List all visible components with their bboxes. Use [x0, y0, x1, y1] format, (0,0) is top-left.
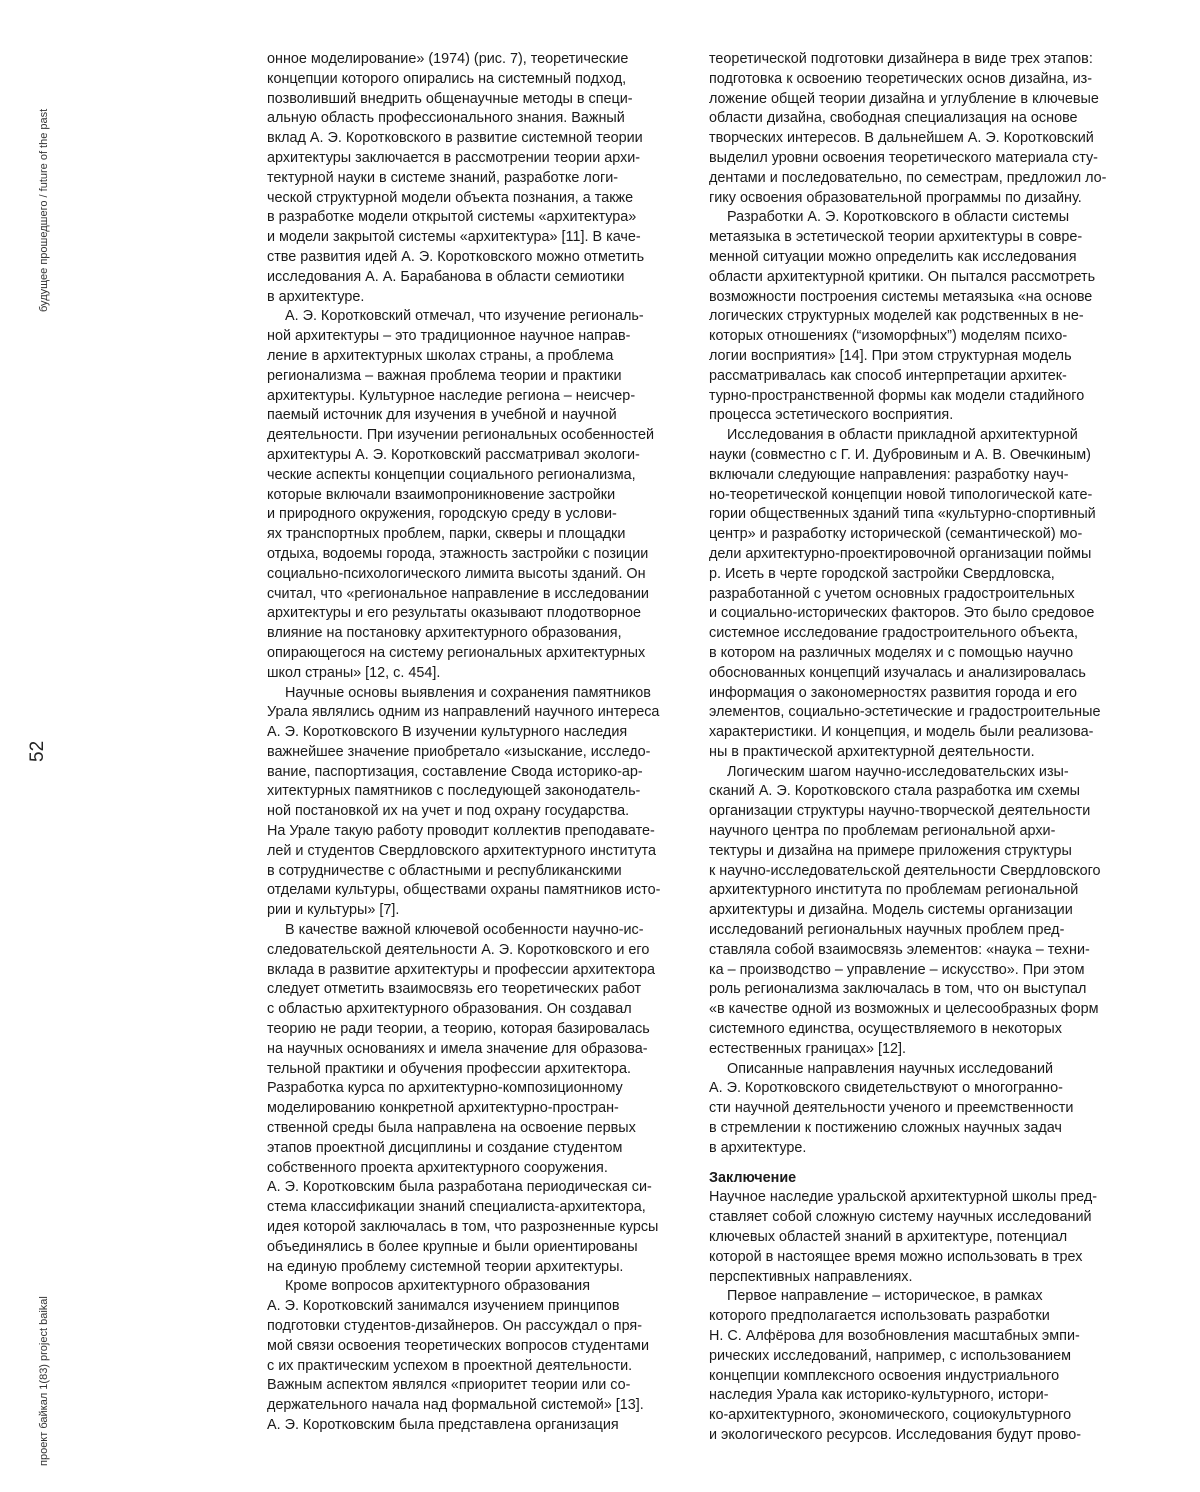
- text-line: ческой структурной модели объекта познания, а также: [267, 189, 634, 206]
- text-line: научного центра по проблемам региональной архи-: [709, 823, 1056, 840]
- text-column-right: [709, 50, 1129, 1446]
- text-line: сти научной деятельности ученого и преемственности: [709, 1100, 1074, 1117]
- text-line: тектуры и дизайна на примере приложения структуры: [709, 842, 1072, 859]
- text-line: Логическим шагом научно-исследовательских изы-: [727, 763, 1069, 780]
- text-line: которого предполагается использовать разработки: [709, 1308, 1050, 1325]
- text-line: моделированию конкретной архитектурно-простран-: [267, 1100, 619, 1117]
- text-line: в котором на различных моделях и с помощью научно: [709, 644, 1074, 661]
- text-line: р. Исеть в черте городской застройки Свердловска,: [709, 565, 1055, 582]
- text-line: позволивший внедрить общенаучные методы в специ-: [267, 90, 633, 107]
- text-line: стема классификации знаний специалиста-архитектора,: [267, 1199, 646, 1216]
- paragraph: [267, 684, 687, 922]
- text-line: процесса эстетического восприятия.: [709, 407, 954, 424]
- text-line: и социально-исторических факторов. Это было средовое: [709, 605, 1095, 622]
- text-line: онное моделирование» (1974) (рис. 7), теоретические: [267, 51, 629, 67]
- text-line: теоретической подготовки дизайнера в виде трех этапов:: [709, 51, 1093, 67]
- text-line: рических исследований, например, с использованием: [709, 1347, 1071, 1364]
- text-line: к научно-исследовательской деятельности Свердловского: [709, 862, 1101, 879]
- text-line: тельной практики и обучения профессии архитектора.: [267, 1060, 632, 1077]
- text-line: Разработки А. Э. Коротковского в области системы: [727, 209, 1070, 226]
- text-line: области дизайна, свободная специализация на основе: [709, 110, 1078, 127]
- text-line: дели архитектурно-проектировочной организации поймы: [709, 545, 1092, 562]
- text-line: включали следующие направления: разработку науч-: [709, 466, 1069, 483]
- text-line: ной постановкой их на учет и под охрану государства.: [267, 803, 630, 820]
- text-line: стве развития идей А. Э. Коротковского можно отметить: [267, 248, 645, 265]
- text-line: лей и студентов Свердловского архитектурного института: [267, 842, 656, 859]
- text-line: характеристики. И концепция, и модель были реализова-: [709, 724, 1094, 741]
- text-line: архитектуры и дизайна. Модель системы организации: [709, 902, 1073, 919]
- text-line: отделами культуры, обществами охраны памятников исто-: [267, 882, 661, 899]
- text-line: в сотрудничестве с областными и республиканскими: [267, 862, 622, 879]
- text-line: архитектурного института по проблемам региональной: [709, 882, 1079, 899]
- text-line: ставляла собой взаимосвязь элементов: «наука – техни-: [709, 941, 1090, 958]
- text-line: и природного окружения, городскую среду в услови-: [267, 506, 617, 523]
- text-line: На Урале такую работу проводит коллектив преподавате-: [267, 823, 655, 840]
- text-line: ление в архитектурных школах страны, а проблема: [267, 347, 614, 364]
- text-column-left: [267, 50, 687, 1436]
- text-line: на единую проблему системной теории архитектуры.: [267, 1258, 624, 1275]
- running-title-bottom: проект байкал 1(83) project baikal: [38, 1296, 50, 1466]
- text-line: разработанной с учетом основных градостроительных: [709, 585, 1075, 602]
- text-line: наследия Урала как историко-культурного, истори-: [709, 1387, 1049, 1404]
- text-line: держательного начала над формальной системой» [13].: [267, 1397, 644, 1414]
- text-line: Кроме вопросов архитектурного образования: [285, 1278, 591, 1295]
- text-line: логии восприятия» [14]. При этом структурная модель: [709, 347, 1072, 364]
- text-line: естественных границах» [12].: [709, 1040, 907, 1057]
- text-line: Н. С. Алфёрова для возобновления масштабных эмпи-: [709, 1328, 1080, 1344]
- paragraph: [267, 921, 687, 1277]
- text-line: социально-психологического лимита высоты зданий. Он: [267, 565, 646, 582]
- text-line: теорию не ради теории, а теорию, которая базировалась: [267, 1021, 650, 1038]
- text-line: Разработка курса по архитектурно-композиционному: [267, 1080, 623, 1097]
- text-line: выделил уровни освоения теоретического материала сту-: [709, 149, 1098, 166]
- text-line: системного единства, осуществляемого в некоторых: [709, 1021, 1062, 1038]
- text-line: творческих интересов. В дальнейшем А. Э. Коротковский: [709, 130, 1094, 147]
- text-line: области архитектурной критики. Он пытался рассмотреть: [709, 268, 1096, 285]
- running-title-top: будущее прошедшего / future of the past: [38, 108, 50, 312]
- text-line: мой связи освоения теоретических вопросов студентами: [267, 1337, 649, 1354]
- paragraph: [709, 1060, 1129, 1159]
- text-line: на научных основаниях и имела значение для образова-: [267, 1040, 648, 1057]
- text-line: вклад А. Э. Коротковского в развитие системной теории: [267, 130, 643, 147]
- paragraph: [267, 50, 687, 307]
- text-line: которые включали взаимопроникновение застройки: [267, 486, 616, 503]
- text-line: роль регионализма заключалась в том, что он выступал: [709, 981, 1087, 998]
- text-line: ка – производство – управление – искусство». При этом: [709, 961, 1085, 978]
- text-line: исследования А. А. Барабанова в области семиотики: [267, 268, 625, 285]
- text-line: тектурной науки в системе знаний, разработке логи-: [267, 169, 619, 186]
- text-line: в разработке модели открытой системы «архитектура»: [267, 209, 637, 226]
- text-line: менной ситуации можно определить как исследования: [709, 248, 1077, 265]
- text-line: Важным аспектом являлся «приоритет теории или со-: [267, 1377, 631, 1394]
- text-line: А. Э. Коротковский занимался изучением принципов: [267, 1298, 620, 1315]
- text-line: концепции комплексного освоения индустриального: [709, 1367, 1060, 1384]
- text-line: следовательской деятельности А. Э. Коротковского и его: [267, 941, 650, 958]
- text-line: ческие аспекты концепции социального регионализма,: [267, 466, 636, 483]
- text-line: собственного проекта архитектурного сооружения.: [267, 1159, 608, 1176]
- text-line: вклада в развитие архитектуры и профессии архитектора: [267, 961, 655, 978]
- text-line: которой в настоящее время можно использовать в трех: [709, 1248, 1083, 1265]
- text-line: в стремлении к постижению сложных научных задач: [709, 1120, 1062, 1137]
- text-line: архитектуры и его результаты оказывают плодотворное: [267, 605, 642, 622]
- text-line: в архитектуре.: [267, 288, 365, 305]
- text-line: объединялись в более крупные и были ориентированы: [267, 1238, 638, 1255]
- paragraph: [267, 1277, 687, 1435]
- text-line: ложение общей теории дизайна и углубление в ключевые: [709, 90, 1099, 107]
- text-line: В качестве важной ключевой особенности научно-ис-: [285, 922, 644, 939]
- text-line: элементов, социально-эстетические и градостроительные: [709, 704, 1101, 721]
- text-line: организации структуры научно-творческой деятельности: [709, 803, 1091, 820]
- text-line: деятельности. При изучении региональных особенностей: [267, 427, 655, 444]
- text-line: Первое направление – историческое, в рамках: [727, 1288, 1043, 1305]
- paragraph: [709, 208, 1129, 426]
- paragraph: [709, 1169, 1129, 1288]
- text-line: «в качестве одной из возможных и целесообразных форм: [709, 1001, 1099, 1018]
- text-line: вание, паспортизация, составление Свода историко-ар-: [267, 763, 643, 780]
- text-line: дентами и последовательно, по семестрам, предложил ло-: [709, 169, 1107, 186]
- text-line: архитектуры. Культурное наследие региона – неисчер-: [267, 387, 636, 404]
- text-line: гику освоения образовательной программы по дизайну.: [709, 189, 1082, 206]
- text-line: гории общественных зданий типа «культурно-спортивный: [709, 506, 1096, 523]
- text-line: А. Э. Коротковским была разработана периодическая си-: [267, 1179, 652, 1196]
- paragraph: [709, 426, 1129, 763]
- text-line: системное исследование градостроительного объекта,: [709, 625, 1078, 642]
- text-line: А. Э. Коротковский отмечал, что изучение региональ-: [285, 308, 644, 325]
- text-line: архитектуры А. Э. Коротковский рассматривал экологи-: [267, 446, 640, 463]
- text-line: ной архитектуры – это традиционное научное направ-: [267, 328, 631, 345]
- paragraph: [267, 307, 687, 683]
- text-line: центр» и разработку исторической (семантической) мо-: [709, 526, 1083, 543]
- text-line: важнейшее значение приобретало «изыскание, исследо-: [267, 743, 651, 760]
- text-line: Научные основы выявления и сохранения памятников: [285, 684, 651, 701]
- text-line: ственной среды была направлена на освоение первых: [267, 1120, 636, 1137]
- text-line: идея которой заключалась в том, что разрозненные курсы: [267, 1219, 659, 1236]
- text-line: логических структурных моделей как родственных в не-: [709, 308, 1084, 325]
- page-number: 52: [27, 740, 48, 762]
- text-line: которых отношениях (“изоморфных”) моделям психо-: [709, 328, 1068, 345]
- paragraph: [709, 50, 1129, 208]
- text-line: регионализма – важная проблема теории и практики: [267, 367, 622, 384]
- text-line: Описанные направления научных исследований: [727, 1060, 1054, 1077]
- text-line: А. Э. Коротковского В изучении культурного наследия: [267, 724, 628, 741]
- text-line: рии и культуры» [7].: [267, 902, 400, 919]
- section-heading: Заключение: [709, 1169, 797, 1186]
- text-line: следует отметить взаимосвязь его теоретических работ: [267, 981, 642, 998]
- text-line: хитектурных памятников с последующей законодатель-: [267, 783, 641, 800]
- text-line: ны в практической архитектурной деятельности.: [709, 743, 1035, 760]
- text-line: подготовки студентов-дизайнеров. Он рассуждал о пря-: [267, 1318, 642, 1334]
- text-line: А. Э. Коротковского свидетельствуют о многогранно-: [709, 1080, 1063, 1097]
- text-line: ях транспортных проблем, парки, скверы и площадки: [267, 526, 626, 543]
- text-line: паемый источник для изучения в учебной и научной: [267, 407, 617, 424]
- text-line: в архитектуре.: [709, 1139, 807, 1156]
- text-line: влияние на постановку архитектурного образования,: [267, 625, 622, 642]
- text-line: с областью архитектурного образования. Он создавал: [267, 1001, 632, 1018]
- text-line: исследований региональных научных проблем пред-: [709, 922, 1065, 939]
- text-line: турно-пространственной формы как модели стадийного: [709, 387, 1085, 404]
- text-line: перспективных направлениях.: [709, 1268, 913, 1285]
- text-line: Урала являлись одним из направлений научного интереса: [267, 704, 660, 721]
- text-line: Исследования в области прикладной архитектурной: [727, 427, 1078, 444]
- text-line: концепции которого опирались на системный подход,: [267, 70, 627, 87]
- text-line: ко-архитектурного, экономического, социокультурного: [709, 1407, 1072, 1424]
- text-line: и экологического ресурсов. Исследования будут прово-: [709, 1426, 1082, 1443]
- text-line: но-теоретической концепции новой типологической кате-: [709, 486, 1093, 503]
- text-line: сканий А. Э. Коротковского стала разработка им схемы: [709, 783, 1080, 800]
- text-line: науки (совместно с Г. И. Дубровиным и А. В. Овечкиным): [709, 446, 1091, 463]
- paragraph: [709, 1287, 1129, 1445]
- text-line: А. Э. Коротковским была представлена организация: [267, 1416, 619, 1433]
- text-line: опирающегося на систему региональных архитектурных: [267, 644, 646, 661]
- text-line: ставляет собой сложную систему научных исследований: [709, 1209, 1092, 1226]
- text-line: ключевых областей знаний в архитектуре, потенциал: [709, 1229, 1068, 1246]
- text-line: Научное наследие уральской архитектурной школы пред-: [709, 1189, 1098, 1206]
- text-line: архитектуры заключается в рассмотрении теории архи-: [267, 149, 641, 166]
- text-line: отдыха, водоемы города, этажность застройки с позиции: [267, 545, 649, 562]
- text-line: школ страны» [12, с. 454].: [267, 664, 441, 681]
- text-line: подготовка к освоению теоретических основ дизайна, из-: [709, 70, 1093, 87]
- text-line: обоснованных концепций изучалась и анализировалась: [709, 664, 1086, 681]
- text-line: метаязыка в эстетической теории архитектуры в совре-: [709, 229, 1083, 246]
- text-line: этапов проектной дисциплины и создание студентом: [267, 1139, 623, 1156]
- paragraph: [709, 763, 1129, 1060]
- text-line: возможности построения системы метаязыка «на основе: [709, 288, 1093, 305]
- text-line: считал, что «региональное направление в исследовании: [267, 585, 649, 602]
- text-line: и модели закрытой системы «архитектура» [11]. В каче-: [267, 229, 641, 246]
- text-line: рассматривалась как способ интерпретации архитек-: [709, 367, 1067, 384]
- text-line: информация о закономерностях развития города и его: [709, 684, 1077, 701]
- text-line: альную область профессионального знания. Важный: [267, 110, 625, 127]
- text-line: с их практическим успехом в проектной деятельности.: [267, 1357, 633, 1374]
